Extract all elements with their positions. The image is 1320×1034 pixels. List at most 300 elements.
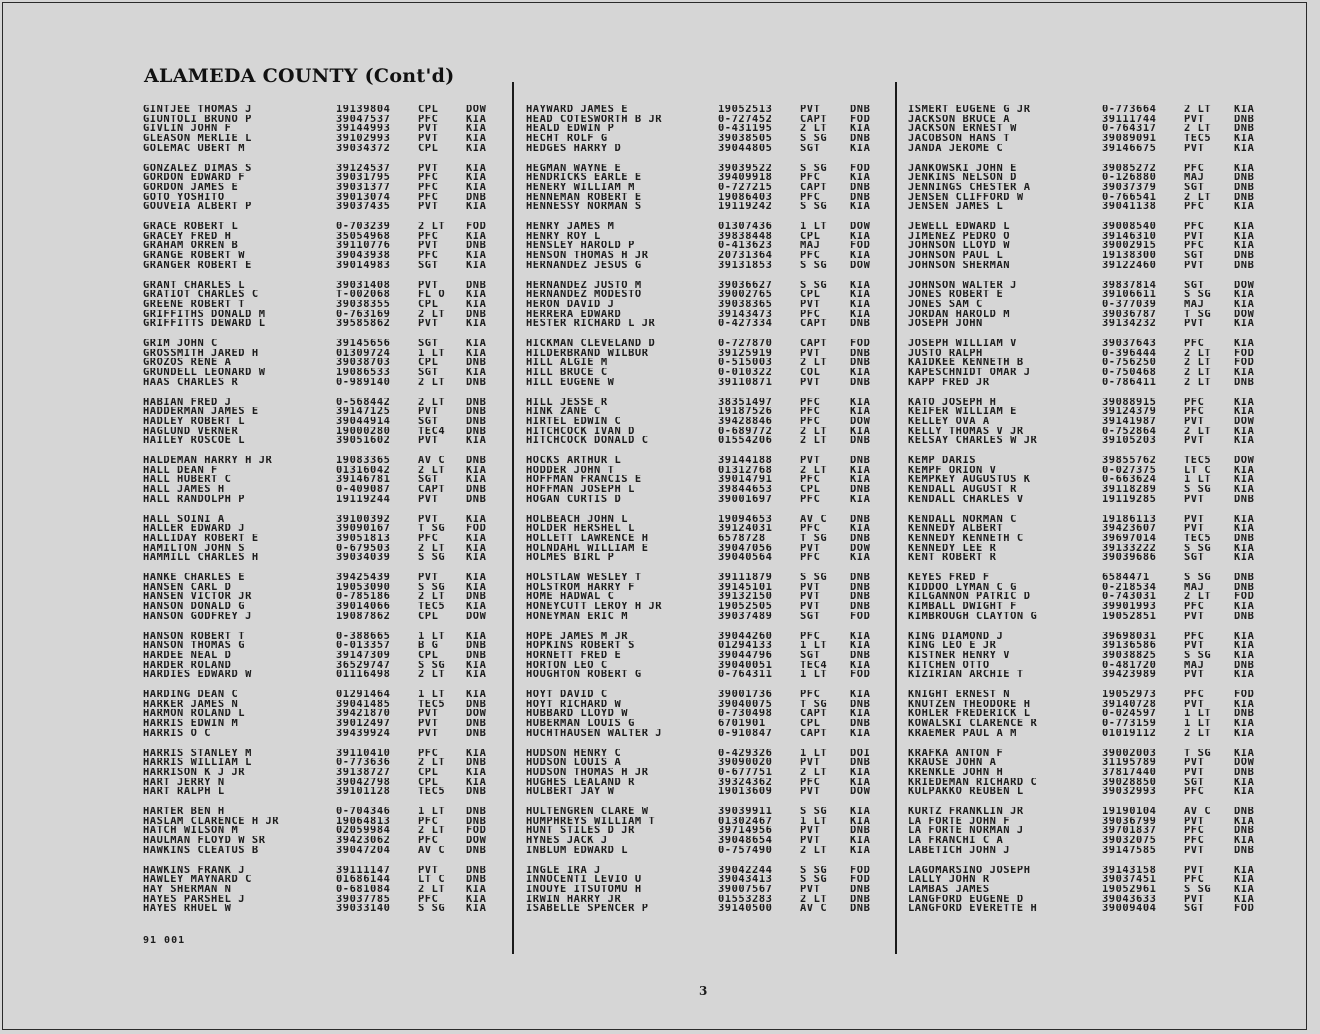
name-cell: HADLEY ROBERT L [143, 416, 246, 427]
status-cell: DNB [850, 533, 871, 544]
name-cell: HOPKINS ROBERT S [526, 641, 635, 651]
name-cell: KEMPF ORION V [908, 465, 997, 476]
rank-cell: PVT [800, 348, 821, 359]
name-cell: HORTON LEO C [526, 660, 608, 671]
status-cell: KIA [850, 767, 871, 778]
casualty-row [908, 378, 1270, 388]
name-cell: HUBERMAN LOUIS G [526, 719, 635, 729]
status-cell: KIA [466, 475, 487, 486]
serial-number-cell: 0-388665 [336, 631, 391, 642]
status-cell: KIA [1234, 670, 1255, 680]
status-cell: KIA [850, 173, 871, 183]
status-cell: DOW [1234, 309, 1255, 320]
rank-cell: PVT [1184, 319, 1205, 329]
rank-cell: S SG [800, 573, 828, 583]
status-cell: KIA [1234, 699, 1255, 710]
casualty-row [526, 183, 886, 193]
serial-number-cell: 39089091 [1102, 134, 1157, 144]
name-cell: HOFFMAN JOSEPH L [526, 485, 635, 495]
rank-cell: S SG [418, 904, 446, 914]
name-cell: KRIEDEMAN RICHARD C [908, 777, 1038, 788]
casualty-row [908, 261, 1270, 271]
status-cell: DNB [466, 309, 487, 320]
name-cell: JEWELL EDWARD L [908, 222, 1011, 232]
serial-number-cell: 19086533 [336, 368, 391, 378]
name-cell: HULTENGREN CLARE W [526, 807, 649, 817]
casualty-row [143, 641, 502, 651]
status-cell: DNB [1234, 611, 1255, 622]
serial-number-cell: 39039911 [718, 807, 773, 817]
rank-cell: 2 LT [800, 358, 828, 369]
name-cell: HARRISON K J JR [143, 767, 246, 778]
rank-cell: MAJ [1184, 173, 1205, 183]
serial-number-cell: 0-027375 [1102, 465, 1157, 476]
name-cell: INOUYE ITSUTOMU H [526, 884, 642, 895]
name-cell: KENDALL CHARLES V [908, 494, 1024, 505]
serial-number-cell: 39147585 [1102, 845, 1157, 856]
rank-cell: LT C [418, 875, 446, 885]
rank-cell: CAPT [800, 182, 828, 193]
status-cell: DNB [1234, 573, 1255, 583]
serial-number-cell: 19083365 [336, 456, 391, 466]
rank-cell: TEC5 [1184, 456, 1212, 466]
name-cell: HULBERT JAY W [526, 787, 615, 797]
name-cell: KATO JOSEPH H [908, 397, 997, 408]
serial-number-cell: 39409918 [718, 173, 773, 183]
serial-number-cell: 0-689772 [718, 426, 773, 437]
status-cell: KIA [1234, 884, 1255, 895]
status-cell: DNB [850, 884, 871, 895]
serial-number-cell: 39421870 [336, 709, 391, 720]
casualty-row [143, 749, 502, 759]
casualty-row [143, 826, 502, 836]
name-cell: HENNEMAN ROBERT E [526, 192, 642, 203]
status-cell: KIA [850, 845, 871, 856]
casualty-row [908, 222, 1270, 232]
casualty-row [526, 729, 886, 739]
rank-cell: PVT [1184, 894, 1205, 905]
rank-cell: PFC [418, 816, 439, 827]
rank-cell: PFC [1184, 826, 1205, 837]
status-cell: DOW [466, 709, 487, 720]
name-cell: GRACE ROBERT L [143, 222, 239, 232]
serial-number-cell: 0-377039 [1102, 299, 1157, 310]
status-cell: DNB [466, 494, 487, 505]
rank-cell: TEC5 [418, 602, 446, 612]
serial-number-cell: 39002003 [1102, 748, 1157, 759]
rank-cell: PVT [418, 728, 439, 739]
serial-number-cell: 35054968 [336, 231, 391, 242]
serial-number-cell: 39110776 [336, 241, 391, 252]
name-cell: KENNEDY KENNETH C [908, 533, 1024, 544]
entry-group [143, 749, 502, 808]
entry-group [526, 690, 886, 749]
name-cell: HANSEN CARL D [143, 582, 232, 593]
status-cell: FOD [850, 114, 871, 125]
serial-number-cell: 02059984 [336, 826, 391, 837]
status-cell: KIA [850, 290, 871, 300]
rank-cell: PVT [800, 543, 821, 554]
casualty-row [526, 583, 886, 593]
serial-number-cell: 39146781 [336, 475, 391, 486]
name-cell: KOHLER FREDERICK L [908, 709, 1031, 720]
status-cell: FOD [850, 163, 871, 174]
name-cell: HEDGES HARRY D [526, 143, 622, 154]
serial-number-cell: 19052973 [1102, 690, 1157, 700]
casualty-row [526, 105, 886, 115]
name-cell: GRATIOT CHARLES C [143, 290, 259, 300]
serial-number-cell: 39038365 [718, 299, 773, 310]
casualty-row [143, 164, 502, 174]
serial-number-cell: 39032993 [1102, 787, 1157, 797]
casualty-row [908, 124, 1270, 134]
casualty-row [143, 417, 502, 427]
casualty-row [143, 261, 502, 271]
rank-cell: PFC [1184, 836, 1205, 846]
serial-number-cell: 01116498 [336, 670, 391, 680]
casualty-row [908, 417, 1270, 427]
rank-cell: PVT [1184, 845, 1205, 856]
status-cell: KIA [850, 709, 871, 720]
casualty-row [143, 144, 502, 154]
status-cell: KIA [1234, 222, 1255, 232]
rank-cell: PFC [1184, 202, 1205, 212]
entry-group [143, 339, 502, 398]
casualty-row [908, 700, 1270, 710]
rank-cell: PFC [1184, 397, 1205, 408]
serial-number-cell: 39048654 [718, 836, 773, 846]
status-cell: KIA [466, 290, 487, 300]
status-cell: FOD [466, 524, 487, 534]
status-cell: KIA [850, 641, 871, 651]
rank-cell: SGT [1184, 553, 1205, 563]
serial-number-cell: 0-515003 [718, 358, 773, 369]
serial-number-cell: 39100392 [336, 514, 391, 525]
name-cell: LA FORTE NORMAN J [908, 826, 1024, 837]
status-cell: KIA [466, 573, 487, 583]
name-cell: HALL RANDOLPH P [143, 494, 246, 505]
serial-number-cell: 39146675 [1102, 143, 1157, 154]
serial-number-cell: 39040075 [718, 699, 773, 710]
casualty-row [143, 183, 502, 193]
serial-number-cell: 39111879 [718, 573, 773, 583]
rank-cell: 1 LT [1184, 709, 1212, 720]
name-cell: HERRERA EDWARD [526, 309, 622, 320]
casualty-row [143, 875, 502, 885]
serial-number-cell: 39423062 [336, 836, 391, 846]
name-cell: HARTER BEN H [143, 807, 225, 817]
casualty-row [143, 202, 502, 212]
rank-cell: PVT [418, 719, 439, 729]
serial-number-cell: 19119244 [336, 494, 391, 505]
serial-number-cell: 39144188 [718, 456, 773, 466]
status-cell: DNB [850, 485, 871, 495]
serial-number-cell: 19013609 [718, 787, 773, 797]
serial-number-cell: 0-431195 [718, 124, 773, 135]
status-cell: DNB [466, 875, 487, 885]
rank-cell: PVT [1184, 865, 1205, 876]
status-cell: DNB [1234, 582, 1255, 593]
serial-number-cell: 0-429326 [718, 748, 773, 759]
name-cell: HADDERMAN JAMES E [143, 407, 259, 417]
name-cell: HALL HUBERT C [143, 475, 232, 486]
name-cell: GRAHAM ORREN B [143, 241, 239, 252]
status-cell: KIA [466, 114, 487, 125]
status-cell: KIA [1234, 134, 1255, 144]
name-cell: HANSON GODFREY J [143, 611, 252, 622]
casualty-row [908, 778, 1270, 788]
status-cell: KIA [1234, 290, 1255, 300]
serial-number-cell: 19119242 [718, 202, 773, 212]
rank-cell: 1 LT [1184, 475, 1212, 486]
status-cell: KIA [850, 397, 871, 408]
status-cell: DNB [1234, 377, 1255, 388]
serial-number-cell: 0-396444 [1102, 348, 1157, 359]
serial-number-cell: 39041485 [336, 699, 391, 710]
roster-column-2 [526, 105, 886, 924]
casualty-row [908, 300, 1270, 310]
status-cell: DNB [466, 650, 487, 661]
serial-number-cell: 0-773636 [336, 758, 391, 768]
entry-group [526, 515, 886, 574]
name-cell: GRANGE ROBERT W [143, 251, 246, 261]
serial-number-cell: 39118289 [1102, 485, 1157, 495]
serial-number-cell: 01019112 [1102, 728, 1157, 739]
serial-number-cell: 19139804 [336, 105, 391, 115]
rank-cell: PVT [800, 592, 821, 603]
serial-number-cell: 39031795 [336, 173, 391, 183]
casualty-row [143, 173, 502, 183]
name-cell: HECHT ROLF G [526, 134, 608, 144]
name-cell: HENRY ROY L [526, 231, 601, 242]
serial-number-cell: 39146310 [1102, 231, 1157, 242]
serial-number-cell: 39036787 [1102, 309, 1157, 320]
serial-number-cell: 39047204 [336, 845, 391, 856]
serial-number-cell: 39090167 [336, 524, 391, 534]
status-cell: DOW [850, 416, 871, 427]
rank-cell: 2 LT [418, 397, 446, 408]
serial-number-cell: 19186113 [1102, 514, 1157, 525]
casualty-row [908, 105, 1270, 115]
casualty-row [526, 524, 886, 534]
serial-number-cell: 39132150 [718, 592, 773, 603]
serial-number-cell: 39042798 [336, 777, 391, 788]
rank-cell: PVT [800, 787, 821, 797]
status-cell: DNB [466, 816, 487, 827]
casualty-row [526, 904, 886, 914]
serial-number-cell: 39038355 [336, 299, 391, 310]
status-cell: FOD [1234, 348, 1255, 359]
entry-group [908, 398, 1270, 457]
rank-cell: PFC [800, 494, 821, 505]
casualty-row [143, 651, 502, 661]
rank-cell: CPL [418, 777, 439, 788]
casualty-row [526, 544, 886, 554]
serial-number-cell: 39147309 [336, 650, 391, 661]
name-cell: HORNETT FRED E [526, 650, 622, 661]
rank-cell: CPL [418, 299, 439, 310]
serial-number-cell: 39124031 [718, 524, 773, 534]
roster-column-1 [143, 105, 502, 924]
casualty-row [908, 368, 1270, 378]
rank-cell: CAPT [418, 485, 446, 495]
casualty-row [143, 866, 502, 876]
status-cell: KIA [850, 299, 871, 310]
name-cell: HAGLUND VERNER [143, 426, 239, 437]
status-cell: KIA [1234, 514, 1255, 525]
name-cell: KELLY THOMAS V JR [908, 426, 1024, 437]
name-cell: KNIGHT ERNEST N [908, 690, 1011, 700]
rank-cell: PVT [418, 494, 439, 505]
page-title: ALAMEDA COUNTY (Cont'd) [144, 65, 455, 87]
rank-cell: PFC [800, 631, 821, 642]
casualty-row [526, 553, 886, 563]
serial-number-cell: 39033140 [336, 904, 391, 914]
serial-number-cell: 39040051 [718, 660, 773, 671]
casualty-row [526, 573, 886, 583]
rank-cell: T SG [800, 699, 828, 710]
name-cell: HATCH WILSON M [143, 826, 239, 837]
name-cell: KIMBALL DWIGHT F [908, 602, 1017, 612]
status-cell: DOW [1234, 280, 1255, 291]
status-cell: DNB [466, 426, 487, 437]
serial-number-cell: 39144993 [336, 124, 391, 135]
name-cell: KIDDOO LYMAN C G [908, 582, 1017, 593]
rank-cell: PVT [1184, 767, 1205, 778]
rank-cell: PVT [1184, 114, 1205, 125]
rank-cell: S SG [1184, 884, 1212, 895]
status-cell: KIA [850, 690, 871, 700]
status-cell: DNB [1234, 173, 1255, 183]
status-cell: KIA [1234, 728, 1255, 739]
name-cell: KEMPKEY AUGUSTUS K [908, 475, 1031, 486]
serial-number-cell: 39145656 [336, 339, 391, 349]
name-cell: LAMBAS JAMES [908, 884, 990, 895]
status-cell: KIA [850, 494, 871, 505]
rank-cell: PVT [1184, 260, 1205, 271]
name-cell: JACOBSON HANS T [908, 134, 1011, 144]
name-cell: GLEASON MERLIE L [143, 134, 252, 144]
serial-number-cell: 39037785 [336, 894, 391, 905]
rank-cell: CPL [800, 231, 821, 242]
serial-number-cell: 01316042 [336, 465, 391, 476]
serial-number-cell: 39125919 [718, 348, 773, 359]
serial-number-cell: 39036627 [718, 280, 773, 291]
status-cell: DNB [850, 182, 871, 193]
status-cell: FOD [1234, 592, 1255, 603]
casualty-row [526, 866, 886, 876]
name-cell: HUDSON THOMAS H JR [526, 767, 649, 778]
serial-number-cell: 0-024597 [1102, 709, 1157, 720]
serial-number-cell: 39124537 [336, 163, 391, 174]
name-cell: HAYES PARSHEL J [143, 894, 246, 905]
name-cell: GIUNTOLI BRUNO P [143, 114, 252, 125]
rank-cell: T SG [418, 524, 446, 534]
name-cell: HARMON ROLAND L [143, 709, 246, 720]
status-cell: KIA [466, 134, 487, 144]
rank-cell: S SG [800, 280, 828, 291]
rank-cell: CAPT [800, 114, 828, 125]
entry-group [526, 339, 886, 398]
rank-cell: 1 LT [1184, 719, 1212, 729]
rank-cell: PFC [1184, 690, 1205, 700]
serial-number-cell: 39044260 [718, 631, 773, 642]
casualty-row [143, 398, 502, 408]
status-cell: KIA [466, 299, 487, 310]
status-cell: KIA [466, 582, 487, 593]
casualty-row [526, 895, 886, 905]
casualty-row [143, 787, 502, 797]
name-cell: KEYES FRED F [908, 573, 990, 583]
name-cell: HUDSON HENRY C [526, 748, 622, 759]
casualty-row [908, 573, 1270, 583]
casualty-row [908, 583, 1270, 593]
status-cell: FOD [466, 222, 487, 232]
status-cell: DNB [466, 758, 487, 768]
status-cell: DNB [466, 456, 487, 466]
serial-number-cell: 39009404 [1102, 904, 1157, 914]
rank-cell: SGT [1184, 182, 1205, 193]
name-cell: HAYWARD JAMES E [526, 105, 629, 115]
status-cell: KIA [466, 348, 487, 359]
casualty-row [526, 222, 886, 232]
status-cell: KIA [850, 631, 871, 642]
name-cell: HAYES RHUEL W [143, 904, 232, 914]
casualty-row [143, 768, 502, 778]
serial-number-cell: 39038703 [336, 358, 391, 369]
status-cell: KIA [1234, 436, 1255, 446]
serial-number-cell: 19094653 [718, 514, 773, 525]
rank-cell: 1 LT [800, 641, 828, 651]
name-cell: HUMPHREYS WILLIAM T [526, 816, 656, 827]
name-cell: HAWKINS FRANK J [143, 865, 246, 876]
entry-group [526, 281, 886, 340]
name-cell: JENSEN CLIFFORD W [908, 192, 1024, 203]
status-cell: KIA [1234, 865, 1255, 876]
rank-cell: CPL [800, 719, 821, 729]
name-cell: LANGFORD EUGENE D [908, 894, 1024, 905]
rank-cell: PVT [800, 456, 821, 466]
entry-group [526, 749, 886, 808]
name-cell: HITCHCOCK IVAN D [526, 426, 635, 437]
rank-cell: 1 LT [800, 816, 828, 827]
casualty-row [143, 193, 502, 203]
rank-cell: PVT [800, 826, 821, 837]
casualty-row [143, 232, 502, 242]
serial-number-cell: 19187526 [718, 407, 773, 417]
serial-number-cell: 39037435 [336, 202, 391, 212]
status-cell: DOW [850, 543, 871, 554]
status-cell: FOD [1234, 904, 1255, 914]
casualty-row [143, 544, 502, 554]
status-cell: KIA [1234, 465, 1255, 476]
rank-cell: 2 LT [418, 465, 446, 476]
rank-cell: PVT [1184, 641, 1205, 651]
casualty-row [908, 592, 1270, 602]
rank-cell: PVT [418, 280, 439, 291]
serial-number-cell: 0-764311 [718, 670, 773, 680]
name-cell: INGLE IRA J [526, 865, 601, 876]
name-cell: HEGMAN WAYNE E [526, 163, 622, 174]
name-cell: JENKINS NELSON D [908, 173, 1017, 183]
rank-cell: 2 LT [1184, 377, 1212, 388]
status-cell: DNB [1234, 192, 1255, 203]
serial-number-cell: 39088915 [1102, 397, 1157, 408]
name-cell: HANSON ROBERT T [143, 631, 246, 642]
entry-group [526, 398, 886, 457]
rank-cell: 2 LT [1184, 358, 1212, 369]
name-cell: HENDRICKS EARLE E [526, 173, 642, 183]
